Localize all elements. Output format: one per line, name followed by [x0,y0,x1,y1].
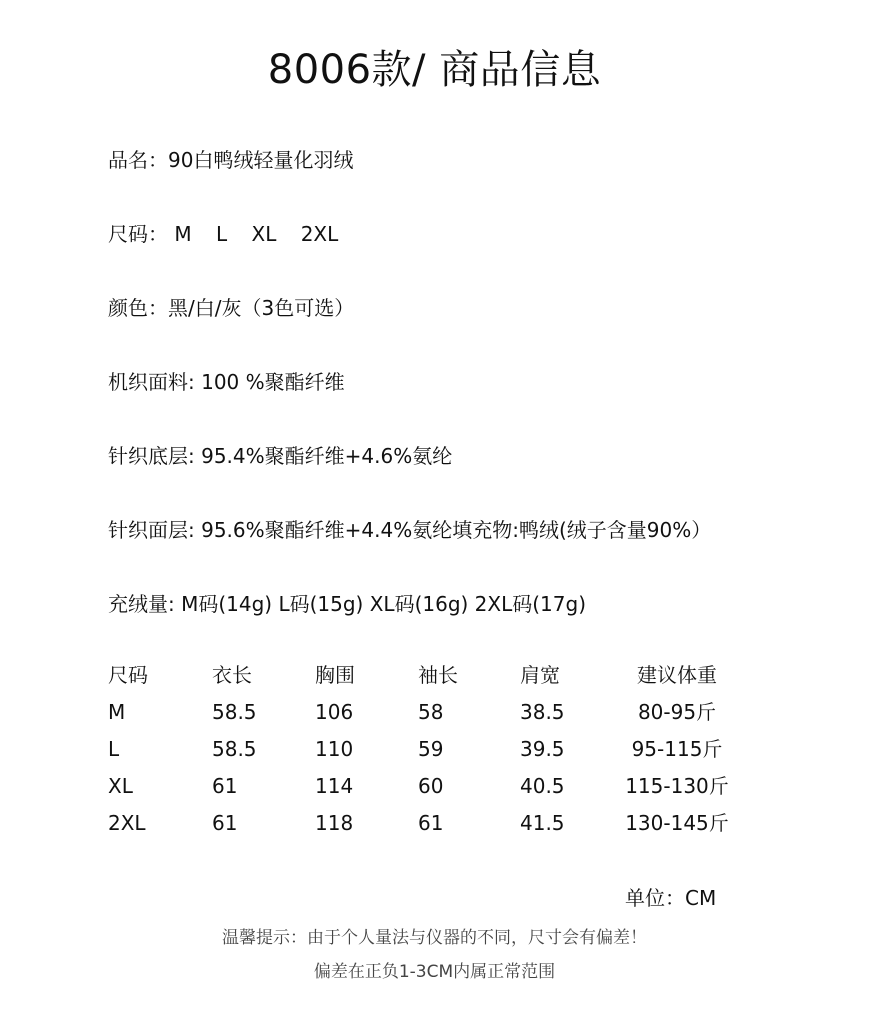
table-header-cell: 胸围 [315,663,355,687]
knit-surface-line [108,516,711,544]
product-name-label: 品名： [108,148,168,172]
size-table [108,660,758,845]
size-line [108,220,356,248]
table-cell: 40.5 [520,774,565,798]
table-header-cell: 袖长 [418,663,458,687]
fill-weight-label: 充绒量: [108,592,182,616]
table-cell: L [108,737,120,761]
table-cell: 106 [315,700,354,724]
color-value: 黑/白/灰（3色可选） [168,296,355,320]
machine-fabric-label: 机织面料: [108,370,202,394]
table-cell: 58 [418,700,444,724]
table-cell: 58.5 [212,737,257,761]
table-cell: 110 [315,737,354,761]
table-row [108,697,758,734]
table-cell: 39.5 [520,737,565,761]
knit-bottom-label: 针织底层: [108,444,202,468]
table-header-cell: 尺码 [108,663,148,687]
fill-weight-line [108,590,586,618]
table-cell: 80-95斤 [637,700,717,724]
size-option: L [215,222,228,246]
product-name-line [108,146,353,174]
knit-surface-value: 95.6%聚酯纤维+4.4%氨纶填充物:鸭绒(绒子含量90%） [201,518,712,542]
table-cell: 2XL [108,811,146,835]
product-name-value: 90白鸭绒轻量化羽绒 [168,148,354,172]
size-option: M [174,222,192,246]
table-row [108,771,758,808]
size-option: XL [251,222,277,246]
color-line [108,294,354,322]
machine-fabric-value: 100 %聚酯纤维 [201,370,345,394]
table-cell: 60 [418,774,444,798]
table-cell: 130-145斤 [625,811,729,835]
table-row [108,808,758,845]
table-header-cell: 建议体重 [637,663,717,687]
table-cell: 61 [212,811,238,835]
knit-bottom-line [108,442,452,470]
table-cell: 95-115斤 [631,737,723,761]
table-cell: 61 [212,774,238,798]
fill-weight-value: M码(14g) L码(15g) XL码(16g) 2XL码(17g) [181,592,586,616]
table-cell: 114 [315,774,354,798]
unit-label: 单位：CM [625,886,717,910]
table-cell: XL [108,774,133,798]
table-cell: 59 [418,737,444,761]
table-cell: 38.5 [520,700,565,724]
table-cell: 61 [418,811,444,835]
table-cell: 58.5 [212,700,257,724]
warm-tip: 温馨提示：由于个人量法与仪器的不同，尺寸会有偏差！ [222,928,647,948]
size-label: 尺码： [108,222,168,246]
color-label: 颜色： [108,296,168,320]
table-cell: 115-130斤 [625,774,729,798]
size-option: 2XL [300,222,339,246]
knit-surface-label: 针织面层: [108,518,202,542]
deviation-tip: 偏差在正负1-3CM内属正常范围 [313,962,556,982]
table-header-row [108,660,758,697]
table-row [108,734,758,771]
page-title: 8006款/ 商品信息 [267,47,602,93]
table-cell: 41.5 [520,811,565,835]
table-header-cell: 衣长 [212,663,252,687]
table-header-cell: 肩宽 [520,663,560,687]
size-values [168,222,356,246]
machine-fabric-line [108,368,345,396]
knit-bottom-value: 95.4%聚酯纤维+4.6%氨纶 [201,444,453,468]
table-cell: M [108,700,126,724]
table-cell: 118 [315,811,354,835]
